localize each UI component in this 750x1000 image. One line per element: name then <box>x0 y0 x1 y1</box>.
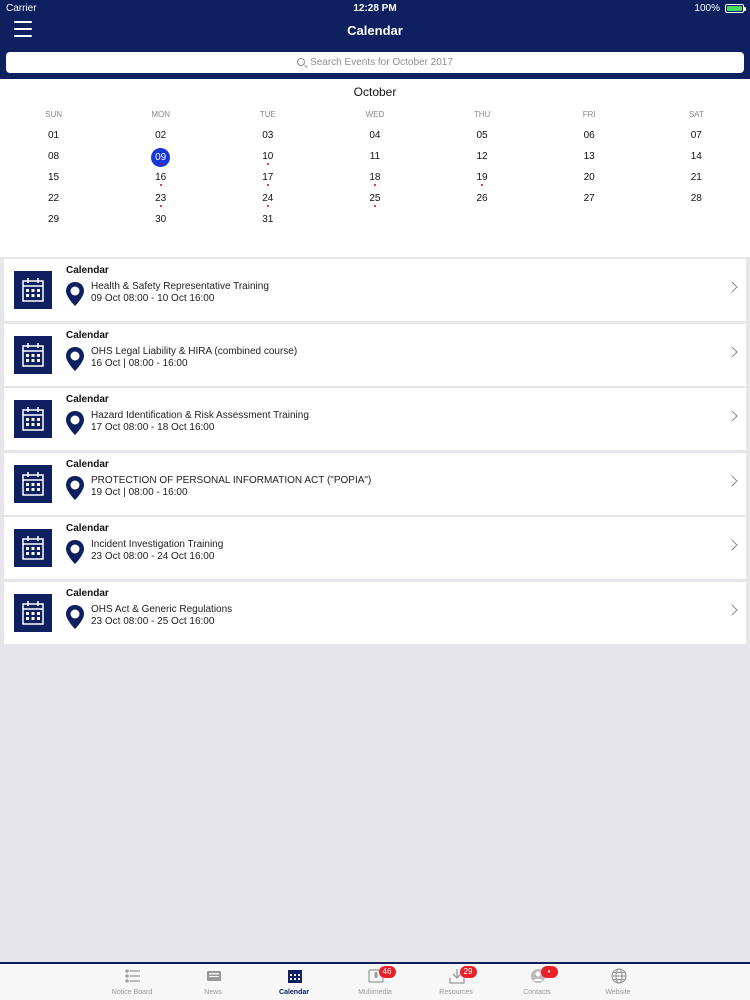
event-category: Calendar <box>66 329 109 341</box>
event-title: OHS Legal Liability & HIRA (combined course) <box>91 345 298 357</box>
event-date: 16 Oct | 08:00 - 16:00 <box>91 357 188 369</box>
battery-icon <box>725 4 744 13</box>
calendar-day[interactable]: 02 <box>155 130 167 141</box>
calendar-day[interactable]: 24 <box>214 190 321 208</box>
location-pin-icon <box>65 539 85 570</box>
calendar-day[interactable]: 29 <box>48 214 60 225</box>
clock: 12:28 PM <box>353 3 397 14</box>
event-date: 09 Oct 08:00 - 10 Oct 16:00 <box>91 293 215 304</box>
event-title: Hazard Identification & Risk Assessment Training <box>91 410 309 421</box>
calendar-day[interactable]: 20 <box>583 172 595 183</box>
tab-label: Website <box>605 989 631 996</box>
event-category: Calendar <box>66 394 109 405</box>
event-category: Calendar <box>66 523 109 534</box>
calendar-day[interactable]: 16 <box>107 169 214 187</box>
location-pin-icon <box>65 281 85 312</box>
calendar-icon <box>14 465 52 503</box>
month-calendar <box>0 79 750 257</box>
calendar-icon <box>14 400 52 438</box>
calendar-day[interactable]: 30 <box>155 214 167 225</box>
newspaper-icon <box>206 968 222 984</box>
tab-label: Resources <box>439 989 473 996</box>
calendar-day[interactable]: 27 <box>583 193 595 204</box>
month-title: October <box>353 85 397 99</box>
calendar-day[interactable]: 22 <box>48 193 60 204</box>
tab-label: Multimedia <box>358 989 392 996</box>
calendar-day[interactable]: 19 <box>429 169 536 187</box>
tab-label: News <box>204 989 222 996</box>
battery-percent: 100% <box>694 3 720 14</box>
event-title: OHS Act & Generic Regulations <box>91 603 233 615</box>
calendar-week-row <box>0 190 750 208</box>
calendar-empty-cell <box>643 211 750 229</box>
calendar-day[interactable]: 03 <box>262 130 274 141</box>
app-header <box>0 0 750 79</box>
tab-contacts[interactable] <box>497 964 578 1000</box>
search-placeholder: Search Events for October 2017 <box>310 57 453 68</box>
tab-resources[interactable] <box>416 964 497 1000</box>
weekday-header <box>0 110 750 119</box>
weekday-label: WED <box>365 110 385 119</box>
calendar-day[interactable]: 01 <box>48 130 60 141</box>
location-pin-icon <box>65 604 85 635</box>
calendar-week-row <box>0 148 750 166</box>
event-row[interactable] <box>4 324 746 386</box>
event-row[interactable] <box>4 517 746 579</box>
chevron-right-icon <box>726 281 737 292</box>
calendar-day[interactable]: 21 <box>690 172 702 183</box>
event-list <box>4 259 746 646</box>
chevron-right-icon <box>726 539 737 550</box>
weekday-label: SAT <box>688 110 704 119</box>
calendar-icon <box>14 594 52 632</box>
weekday-label: TUE <box>259 110 276 119</box>
event-row[interactable] <box>4 453 746 515</box>
weekday-label: THU <box>473 110 491 119</box>
tab-bar <box>0 962 750 1000</box>
calendar-day[interactable]: 09 <box>107 148 214 166</box>
calendar-week-row <box>0 169 750 187</box>
location-pin-icon <box>65 346 85 377</box>
calendar-empty-cell <box>429 211 536 229</box>
event-title: Health & Safety Representative Training <box>91 281 269 292</box>
chevron-right-icon <box>726 346 737 357</box>
calendar-day[interactable]: 25 <box>321 190 428 208</box>
calendar-day[interactable]: 14 <box>690 151 702 162</box>
chevron-right-icon <box>726 604 737 615</box>
tab-label: Notice Board <box>111 989 153 996</box>
notification-badge: 46 <box>379 966 396 978</box>
globe-icon <box>611 968 627 984</box>
status-bar <box>0 0 750 16</box>
calendar-day[interactable]: 31 <box>262 214 274 225</box>
calendar-day[interactable]: 23 <box>107 190 214 208</box>
list-icon <box>125 968 141 984</box>
event-date: 23 Oct 08:00 - 24 Oct 16:00 <box>91 551 215 562</box>
calendar-empty-cell <box>536 211 643 229</box>
calendar-empty-cell <box>321 211 428 229</box>
tab-news[interactable] <box>173 964 254 1000</box>
search-input[interactable] <box>6 52 744 73</box>
calendar-day[interactable]: 28 <box>690 193 702 204</box>
weekday-label: FRI <box>582 110 596 119</box>
tab-calendar[interactable] <box>254 964 335 1000</box>
notification-badge: • <box>541 966 558 978</box>
calendar-day[interactable]: 18 <box>321 169 428 187</box>
tab-website[interactable] <box>578 964 659 1000</box>
tab-multimedia[interactable] <box>335 964 416 1000</box>
event-category: Calendar <box>66 458 109 470</box>
calendar-day[interactable]: 13 <box>583 151 595 162</box>
calendar-icon <box>14 336 52 374</box>
calendar-day[interactable]: 12 <box>476 151 488 162</box>
event-date: 17 Oct 08:00 - 18 Oct 16:00 <box>91 422 215 433</box>
location-pin-icon <box>65 475 85 506</box>
calendar-day[interactable]: 05 <box>476 130 488 141</box>
calendar-day[interactable]: 04 <box>369 130 381 141</box>
calendar-day[interactable]: 26 <box>476 193 488 204</box>
page-title: Calendar <box>347 23 403 38</box>
tab-notice-board[interactable] <box>92 964 173 1000</box>
weekday-label: SUN <box>45 110 62 119</box>
search-icon <box>297 58 305 66</box>
location-pin-icon <box>65 410 85 441</box>
calendar-icon <box>14 529 52 567</box>
event-category: Calendar <box>66 265 109 276</box>
calendar-day[interactable]: 15 <box>48 172 60 183</box>
calendar-day[interactable]: 11 <box>369 151 381 162</box>
weekday-label: MON <box>151 110 171 119</box>
calendar-day[interactable]: 10 <box>214 148 321 166</box>
event-row[interactable] <box>4 259 746 321</box>
calendar-icon <box>14 271 52 309</box>
calendar-day[interactable]: 08 <box>48 151 60 162</box>
tab-label: Contacts <box>523 989 551 996</box>
carrier-label: Carrier <box>6 3 37 14</box>
chevron-right-icon <box>726 475 737 486</box>
calendar-week-row <box>0 211 750 229</box>
calendar-icon <box>287 968 303 984</box>
event-row[interactable] <box>4 582 746 644</box>
event-date: 23 Oct 08:00 - 25 Oct 16:00 <box>91 615 215 627</box>
calendar-day[interactable]: 17 <box>214 169 321 187</box>
chevron-right-icon <box>726 410 737 421</box>
calendar-day[interactable]: 07 <box>690 130 702 141</box>
event-category: Calendar <box>66 587 109 599</box>
event-title: Incident Investigation Training <box>91 539 224 550</box>
calendar-day[interactable]: 06 <box>583 130 595 141</box>
event-row[interactable] <box>4 388 746 450</box>
tab-label: Calendar <box>279 989 309 996</box>
event-title: PROTECTION OF PERSONAL INFORMATION ACT ("POPIA") <box>91 474 372 486</box>
notification-badge: 29 <box>460 966 477 978</box>
calendar-week-row <box>0 127 750 145</box>
event-date: 19 Oct | 08:00 - 16:00 <box>91 486 188 498</box>
